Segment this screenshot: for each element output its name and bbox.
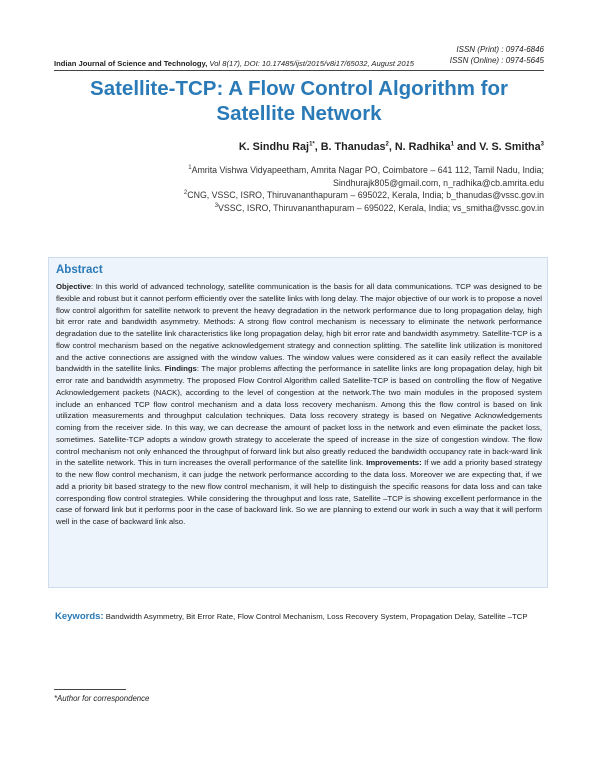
author-sup: 2 bbox=[385, 141, 389, 148]
author-sup: 1* bbox=[309, 141, 315, 148]
affiliation-sup: 3 bbox=[214, 202, 219, 209]
abstract-panel bbox=[48, 257, 548, 588]
affiliation-line: $^1$Amrita Vishwa Vidyapeetham, Amrita Nagar PO, Coimbatore – 641 112, Tamil Nadu, India; bbox=[188, 165, 544, 175]
author-sep: , bbox=[388, 141, 395, 153]
author-sep: and bbox=[454, 141, 480, 153]
affiliation-line: $^3$VSSC, ISRO, Thiruvananthapuram – 695022, Kerala, India; vs_smitha@vssc.gov.in bbox=[214, 202, 544, 213]
objective-text: : In this world of advanced technology, satellite communication is the basis for all data communications. TCP was designed to be flexible and robust but it cannot perform efficiently over the satellite links with long delay. The major objective of our work is to propose a novel flow control algorithm for satellite network to prevent the heavy degradation in the network performance due to long propagation delay, high bit error rate and bandwidth asymmetry. Methods: A strong flow control mechanism is necessary to eliminate the network performance degradation due to the satellite link characteristics like long propagation delay, high bit error rate and bandwidth asymmetry. Satellite-TCP is a flow control mechanism based on the negative acknowledgement strategy and connection splitting. The satellite link utilization is monitored and the active connections are assigned with the window values. The window values were considered as it can easily reflect the available bandwidth in the satellite links. bbox=[56, 282, 542, 374]
paper-title: Satellite-TCP: A Flow Control Algorithm for Satellite Network bbox=[90, 77, 508, 125]
affiliation-line: $^2$CNG, VSSC, ISRO, Thiruvananthapuram – 695022, Kerala, India; b_thanudas@vssc.gov.in bbox=[183, 190, 544, 201]
improvements-text: If we add a priority based strategy to the new flow control mechanism, it can judge the network performance according to the data loss. Moreover we are expecting that, if we add a priority bit based strategy to the new flow control mechanism, it will help to distinguish the specific reasons for data loss and can take corresponding flow control strategies. While considering the throughput and loss rate, Satellite –TCP is showing excellent performance in the case of forward link but it performs poor in the case of backward link. So we are planning to extend our work in such a way that it will perform well in the case of backward link also. bbox=[56, 458, 542, 526]
findings-label: Findings bbox=[164, 364, 197, 374]
keywords bbox=[55, 611, 545, 623]
header-divider bbox=[54, 70, 544, 71]
keywords-label: Keywords: bbox=[55, 611, 104, 622]
author-sep: , bbox=[314, 141, 321, 153]
keywords-text: Bandwidth Asymmetry, Bit Error Rate, Flow Control Mechanism, Loss Recovery System, Propagation Delay, Satellite –TCP bbox=[103, 612, 528, 621]
improvements-label: Improvements: bbox=[366, 458, 422, 468]
issn-print: ISSN (Print) : 0974-6846 bbox=[456, 45, 544, 54]
findings-text: : The major problems affecting the performance in satellite links are long propagation delay, high bit error rate and bandwidth asymmetry. The proposed Flow Control Algorithm called Satellite-TCP is based on controlling the flow of Negative Acknowledgement packets (NACK), according to the level of congestion at the network.The two main modules in the proposed system include an enhanced TCP flow control mechanism and a data loss recovery mechanism. Among this the flow control is based on link utilization measurements and throughput calculation techniques. Data loss recovery strategy is based on Negative Acknowledgements coming from the receiver side. In this way, we can decrease the amount of packet loss in the network and even eliminate the packet loss, sometimes. Satellite-TCP adopts a window growth strategy to accelerate the speed of increase in the size of congestion window. The flow control mechanism not only enhanced the throughput of forward link but also greatly reduced the bandwidth occupancy rate in back-ward link in the satellite network. This in turn increases the overall performance of the satellite link. bbox=[56, 364, 542, 468]
journal-name: Indian Journal of Science and Technology, bbox=[54, 59, 208, 68]
abstract-body bbox=[56, 281, 542, 528]
affiliations bbox=[184, 164, 544, 214]
correspondence-footnote: *Author for correspondence bbox=[54, 694, 150, 703]
journal-citation bbox=[54, 59, 544, 68]
author-sup: 1 bbox=[450, 141, 455, 148]
footnote-divider bbox=[54, 689, 126, 690]
journal-meta: Vol 8(17), DOI: 10.17485/ijst/2015/v8i17/65032, August 2015 bbox=[207, 59, 415, 68]
affiliation-sup: 2 bbox=[183, 190, 188, 197]
author-sup: 3 bbox=[540, 141, 544, 148]
author-name: B. Thanudas bbox=[320, 141, 386, 153]
abstract-heading: Abstract bbox=[56, 264, 103, 276]
author-name: N. Radhika bbox=[394, 141, 451, 153]
author-list bbox=[239, 141, 544, 153]
issn-online: ISSN (Online) : 0974-5645 bbox=[449, 56, 544, 65]
author-name: K. Sindhu Raj bbox=[238, 141, 310, 153]
author-name: V. S. Smitha bbox=[479, 141, 541, 153]
affiliation-sup: 1 bbox=[188, 165, 192, 172]
objective-label: Objective bbox=[56, 282, 91, 291]
affiliation-emails: Sindhurajk805@gmail.com, n_radhika@cb.amrita.edu bbox=[332, 177, 544, 188]
